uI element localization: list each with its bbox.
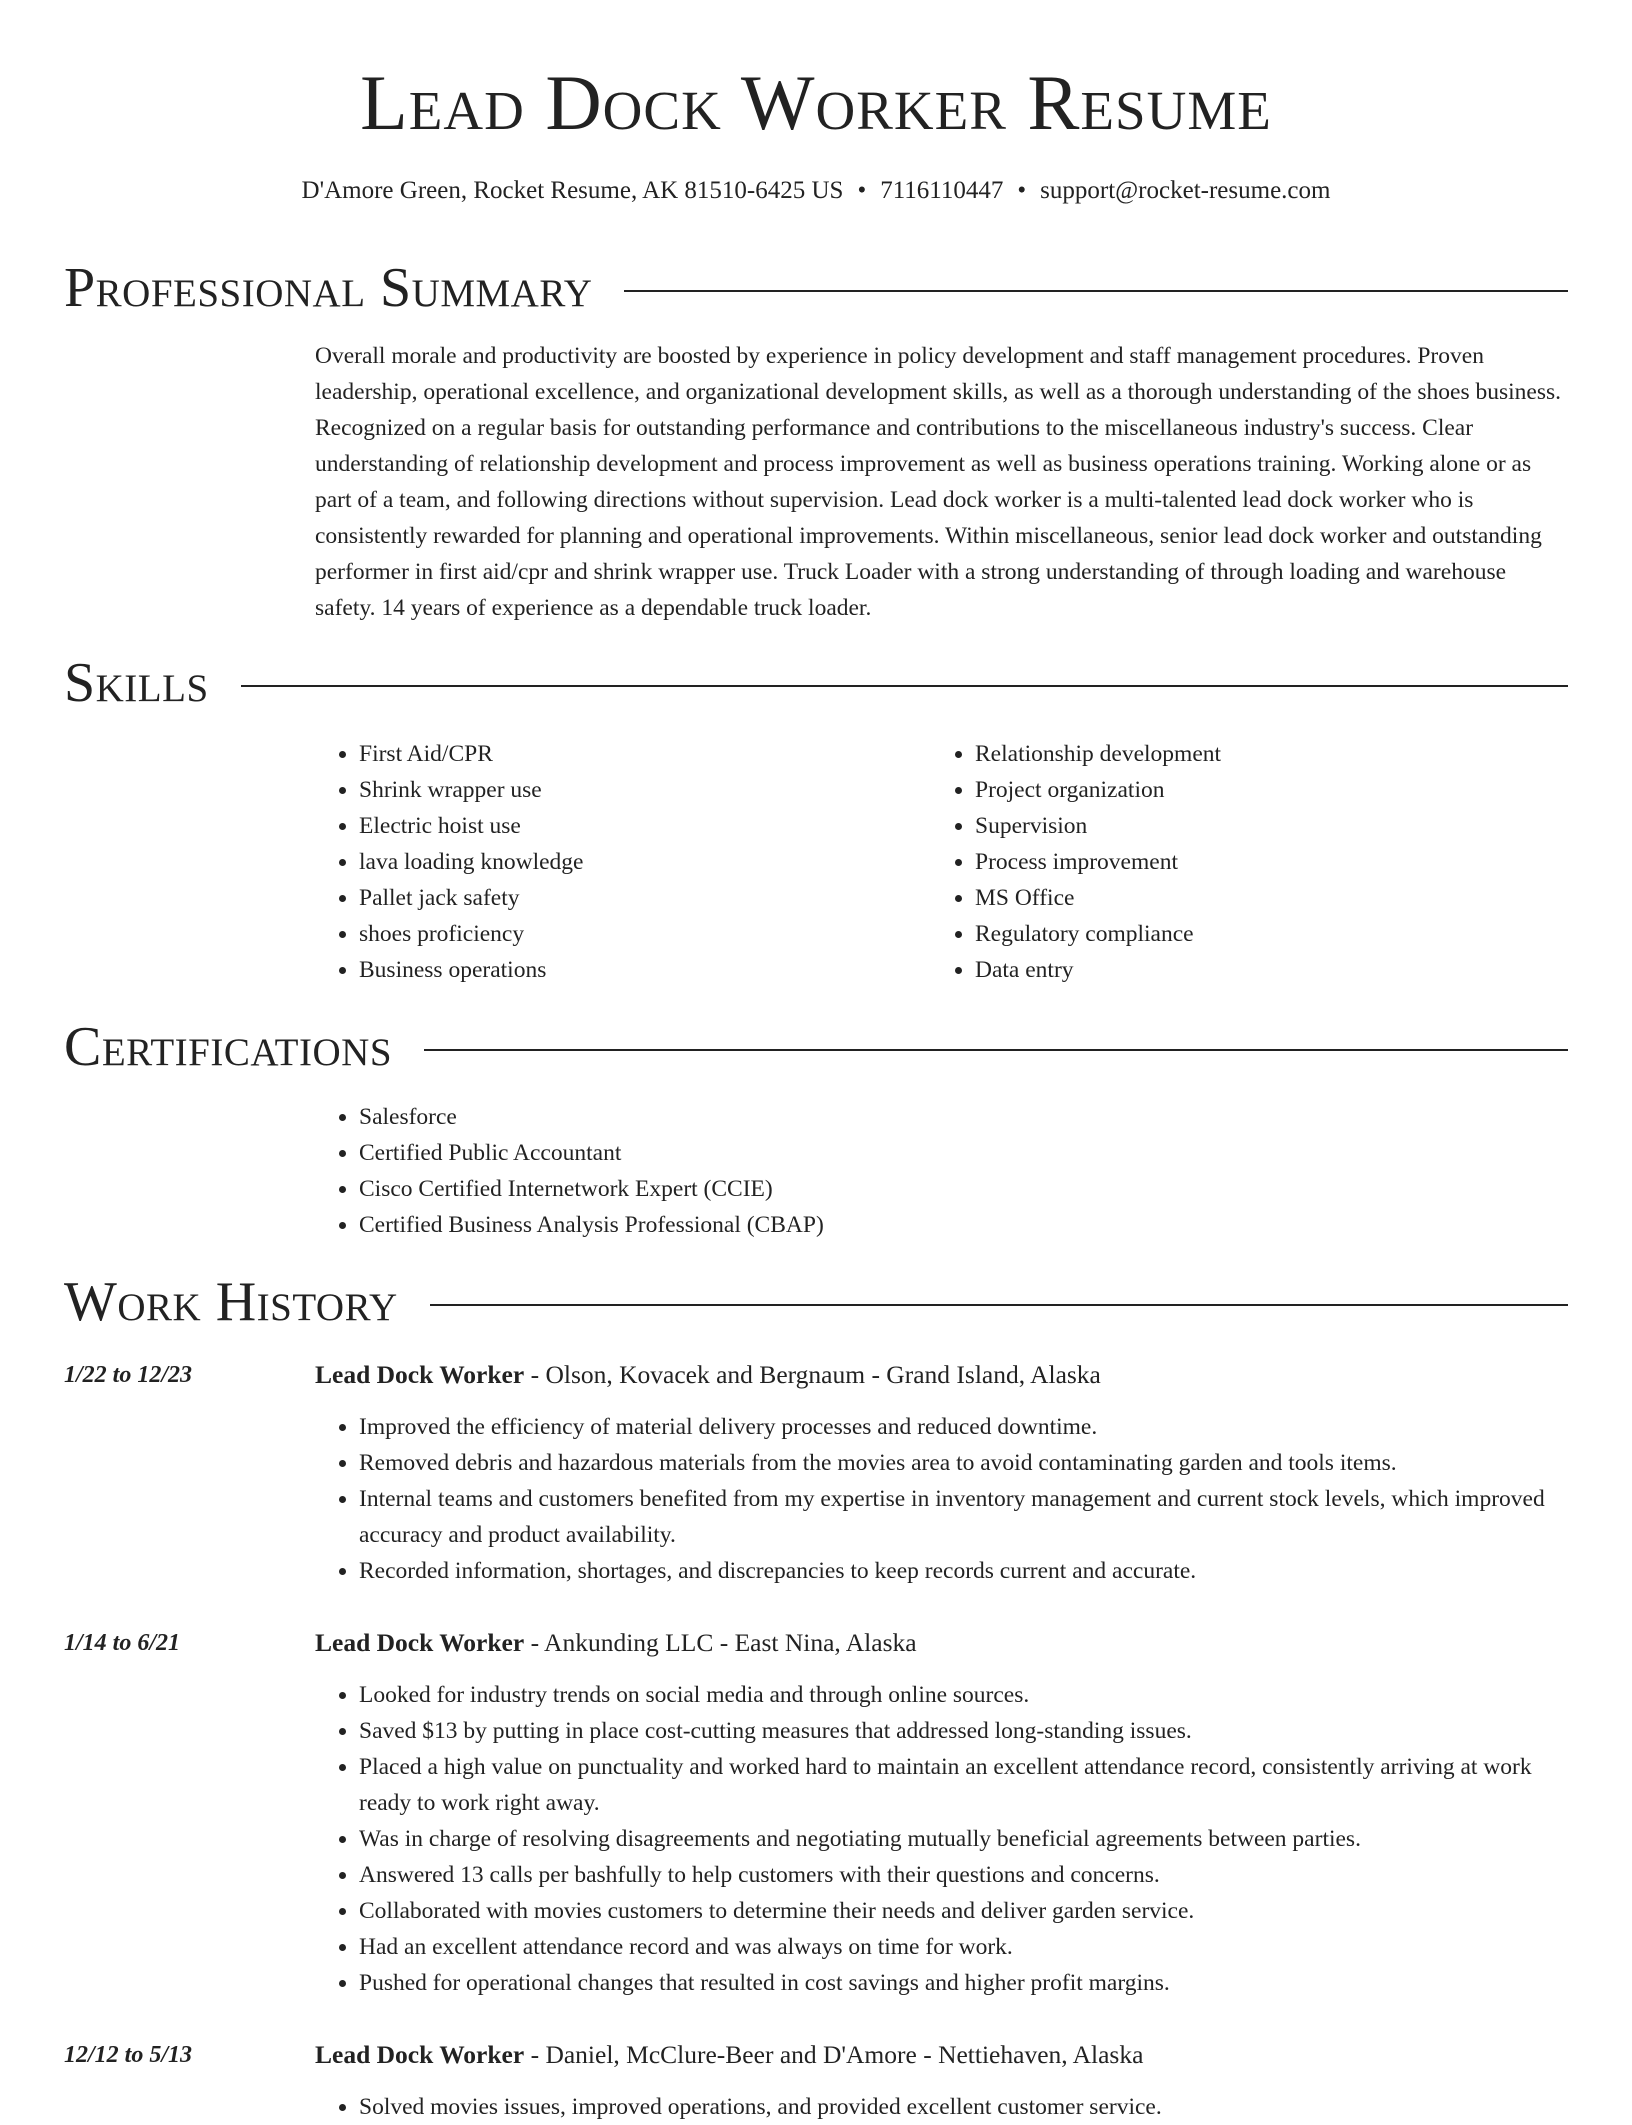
skills-column-left — [315, 736, 915, 988]
skills-column-right — [931, 736, 1567, 988]
job-dates: 1/22 to 12/23 — [64, 1362, 193, 1388]
contact-separator: • — [1017, 177, 1027, 204]
job-duty-item: • Saved $13 by putting in place cost-cutting measures that addressed long-standing issues. — [359, 1713, 1567, 1749]
section-header-certifications — [64, 1015, 1568, 1079]
section-divider — [624, 290, 1568, 292]
section-title-work-history: Work History — [64, 1271, 398, 1333]
skill-item: • lava loading knowledge — [359, 844, 915, 880]
contact-line — [0, 175, 1632, 207]
section-divider — [424, 1049, 1568, 1051]
job-duties-list — [315, 2089, 1567, 2125]
job-duty-item: • Placed a high value on punctuality and worked hard to maintain an excellent attendance record, consistently arriving at work ready to work right away. — [359, 1749, 1567, 1821]
job-role: Lead Dock Worker — [315, 1360, 525, 1389]
job-heading — [315, 1357, 1567, 1393]
job-duty-item: • Answered 13 calls per bashfully to help customers with their questions and concerns. — [359, 1857, 1567, 1893]
job-employer: - Ankunding LLC - East Nina, Alaska — [524, 1628, 917, 1657]
job-duties — [315, 1677, 1567, 2001]
section-header-skills — [64, 651, 1568, 715]
job-duty-item: • Looked for industry trends on social media and through online sources. — [359, 1677, 1567, 1713]
contact-separator: • — [857, 177, 867, 204]
certification-item: • Certified Public Accountant — [359, 1135, 1567, 1171]
job-duties-list — [315, 1677, 1567, 2001]
skills-list-right — [931, 736, 1567, 988]
skill-item: • Electric hoist use — [359, 808, 915, 844]
certifications-block — [315, 1099, 1567, 1243]
contact-phone: 7116110447 — [880, 177, 1004, 204]
skill-item: • Relationship development — [975, 736, 1567, 772]
job-dates: 12/12 to 5/13 — [64, 2042, 193, 2068]
job-duty-item: • Solved movies issues, improved operations, and provided excellent customer service. — [359, 2089, 1567, 2125]
section-title-skills: Skills — [64, 652, 209, 714]
job-duty-item: • Improved the efficiency of material delivery processes and reduced downtime. — [359, 1409, 1567, 1445]
skill-item: • shoes proficiency — [359, 916, 915, 952]
certification-item: • Cisco Certified Internetwork Expert (CCIE) — [359, 1171, 1567, 1207]
job-duty-item: • Recorded information, shortages, and discrepancies to keep records current and accurate. — [359, 1553, 1567, 1589]
contact-address: D'Amore Green, Rocket Resume, AK 81510-6425 US — [301, 177, 844, 204]
job-duties-list — [315, 1409, 1567, 1589]
contact-email: support@rocket-resume.com — [1040, 177, 1331, 204]
summary-text: Overall morale and productivity are boosted by experience in policy development and staff management procedures. Proven leadership, operational excellence, and organizational development skills, as well as a thorough understanding of the shoes business. Recognized on a regular basis for outstanding performance and contributions to the miscellaneous industry's success. Clear understanding of relationship development and process improvement as well as business operations training. Working alone or as part of a team, and following directions without supervision. Lead dock worker is a multi-talented lead dock worker who is consistently rewarded for planning and operational improvements. Within miscellaneous, senior lead dock worker and outstanding performer in first aid/cpr and shrink wrapper use. Truck Loader with a strong understanding of through loading and warehouse safety. 14 years of experience as a dependable truck loader. — [315, 343, 1562, 621]
skill-item: • First Aid/CPR — [359, 736, 915, 772]
job-employer: - Daniel, McClure-Beer and D'Amore - Nettiehaven, Alaska — [524, 2040, 1144, 2069]
skill-item: • Process improvement — [975, 844, 1567, 880]
certification-item: • Certified Business Analysis Professional (CBAP) — [359, 1207, 1567, 1243]
skill-item: • Business operations — [359, 952, 915, 988]
job-duty-item: • Removed debris and hazardous materials from the movies area to avoid contaminating garden and tools items. — [359, 1445, 1567, 1481]
job-dates: 1/14 to 6/21 — [64, 1630, 181, 1656]
skill-item: • Shrink wrapper use — [359, 772, 915, 808]
job-heading — [315, 1625, 1567, 1661]
job-heading — [315, 2037, 1567, 2073]
job-employer: - Olson, Kovacek and Bergnaum - Grand Island, Alaska — [524, 1360, 1101, 1389]
job-duty-item: • Had an excellent attendance record and was always on time for work. — [359, 1929, 1567, 1965]
job-duty-item: • Internal teams and customers benefited from my expertise in inventory management and current stock levels, which improved accuracy and product availability. — [359, 1481, 1567, 1553]
section-header-summary — [64, 256, 1568, 320]
skill-item: • MS Office — [975, 880, 1567, 916]
resume-title: Lead Dock Worker Resume — [360, 59, 1272, 146]
skills-list-left — [315, 736, 915, 988]
skill-item: • Data entry — [975, 952, 1567, 988]
skill-item: • Regulatory compliance — [975, 916, 1567, 952]
section-header-work-history — [64, 1270, 1568, 1334]
job-duty-item: • Pushed for operational changes that resulted in cost savings and higher profit margins. — [359, 1965, 1567, 2001]
job-duty-item: • Was in charge of resolving disagreements and negotiating mutually beneficial agreements between parties. — [359, 1821, 1567, 1857]
job-role: Lead Dock Worker — [315, 2040, 525, 2069]
job-duty-item: • Collaborated with movies customers to determine their needs and deliver garden service. — [359, 1893, 1567, 1929]
job-duties — [315, 2089, 1567, 2125]
certification-item: • Salesforce — [359, 1099, 1567, 1135]
skill-item: • Pallet jack safety — [359, 880, 915, 916]
section-divider — [241, 685, 1568, 687]
skill-item: • Supervision — [975, 808, 1567, 844]
skill-item: • Project organization — [975, 772, 1567, 808]
job-duties — [315, 1409, 1567, 1589]
certifications-list — [315, 1099, 1567, 1243]
section-title-summary: Professional Summary — [64, 257, 593, 319]
section-title-certifications: Certifications — [64, 1016, 393, 1078]
job-role: Lead Dock Worker — [315, 1628, 525, 1657]
section-divider — [430, 1304, 1568, 1306]
